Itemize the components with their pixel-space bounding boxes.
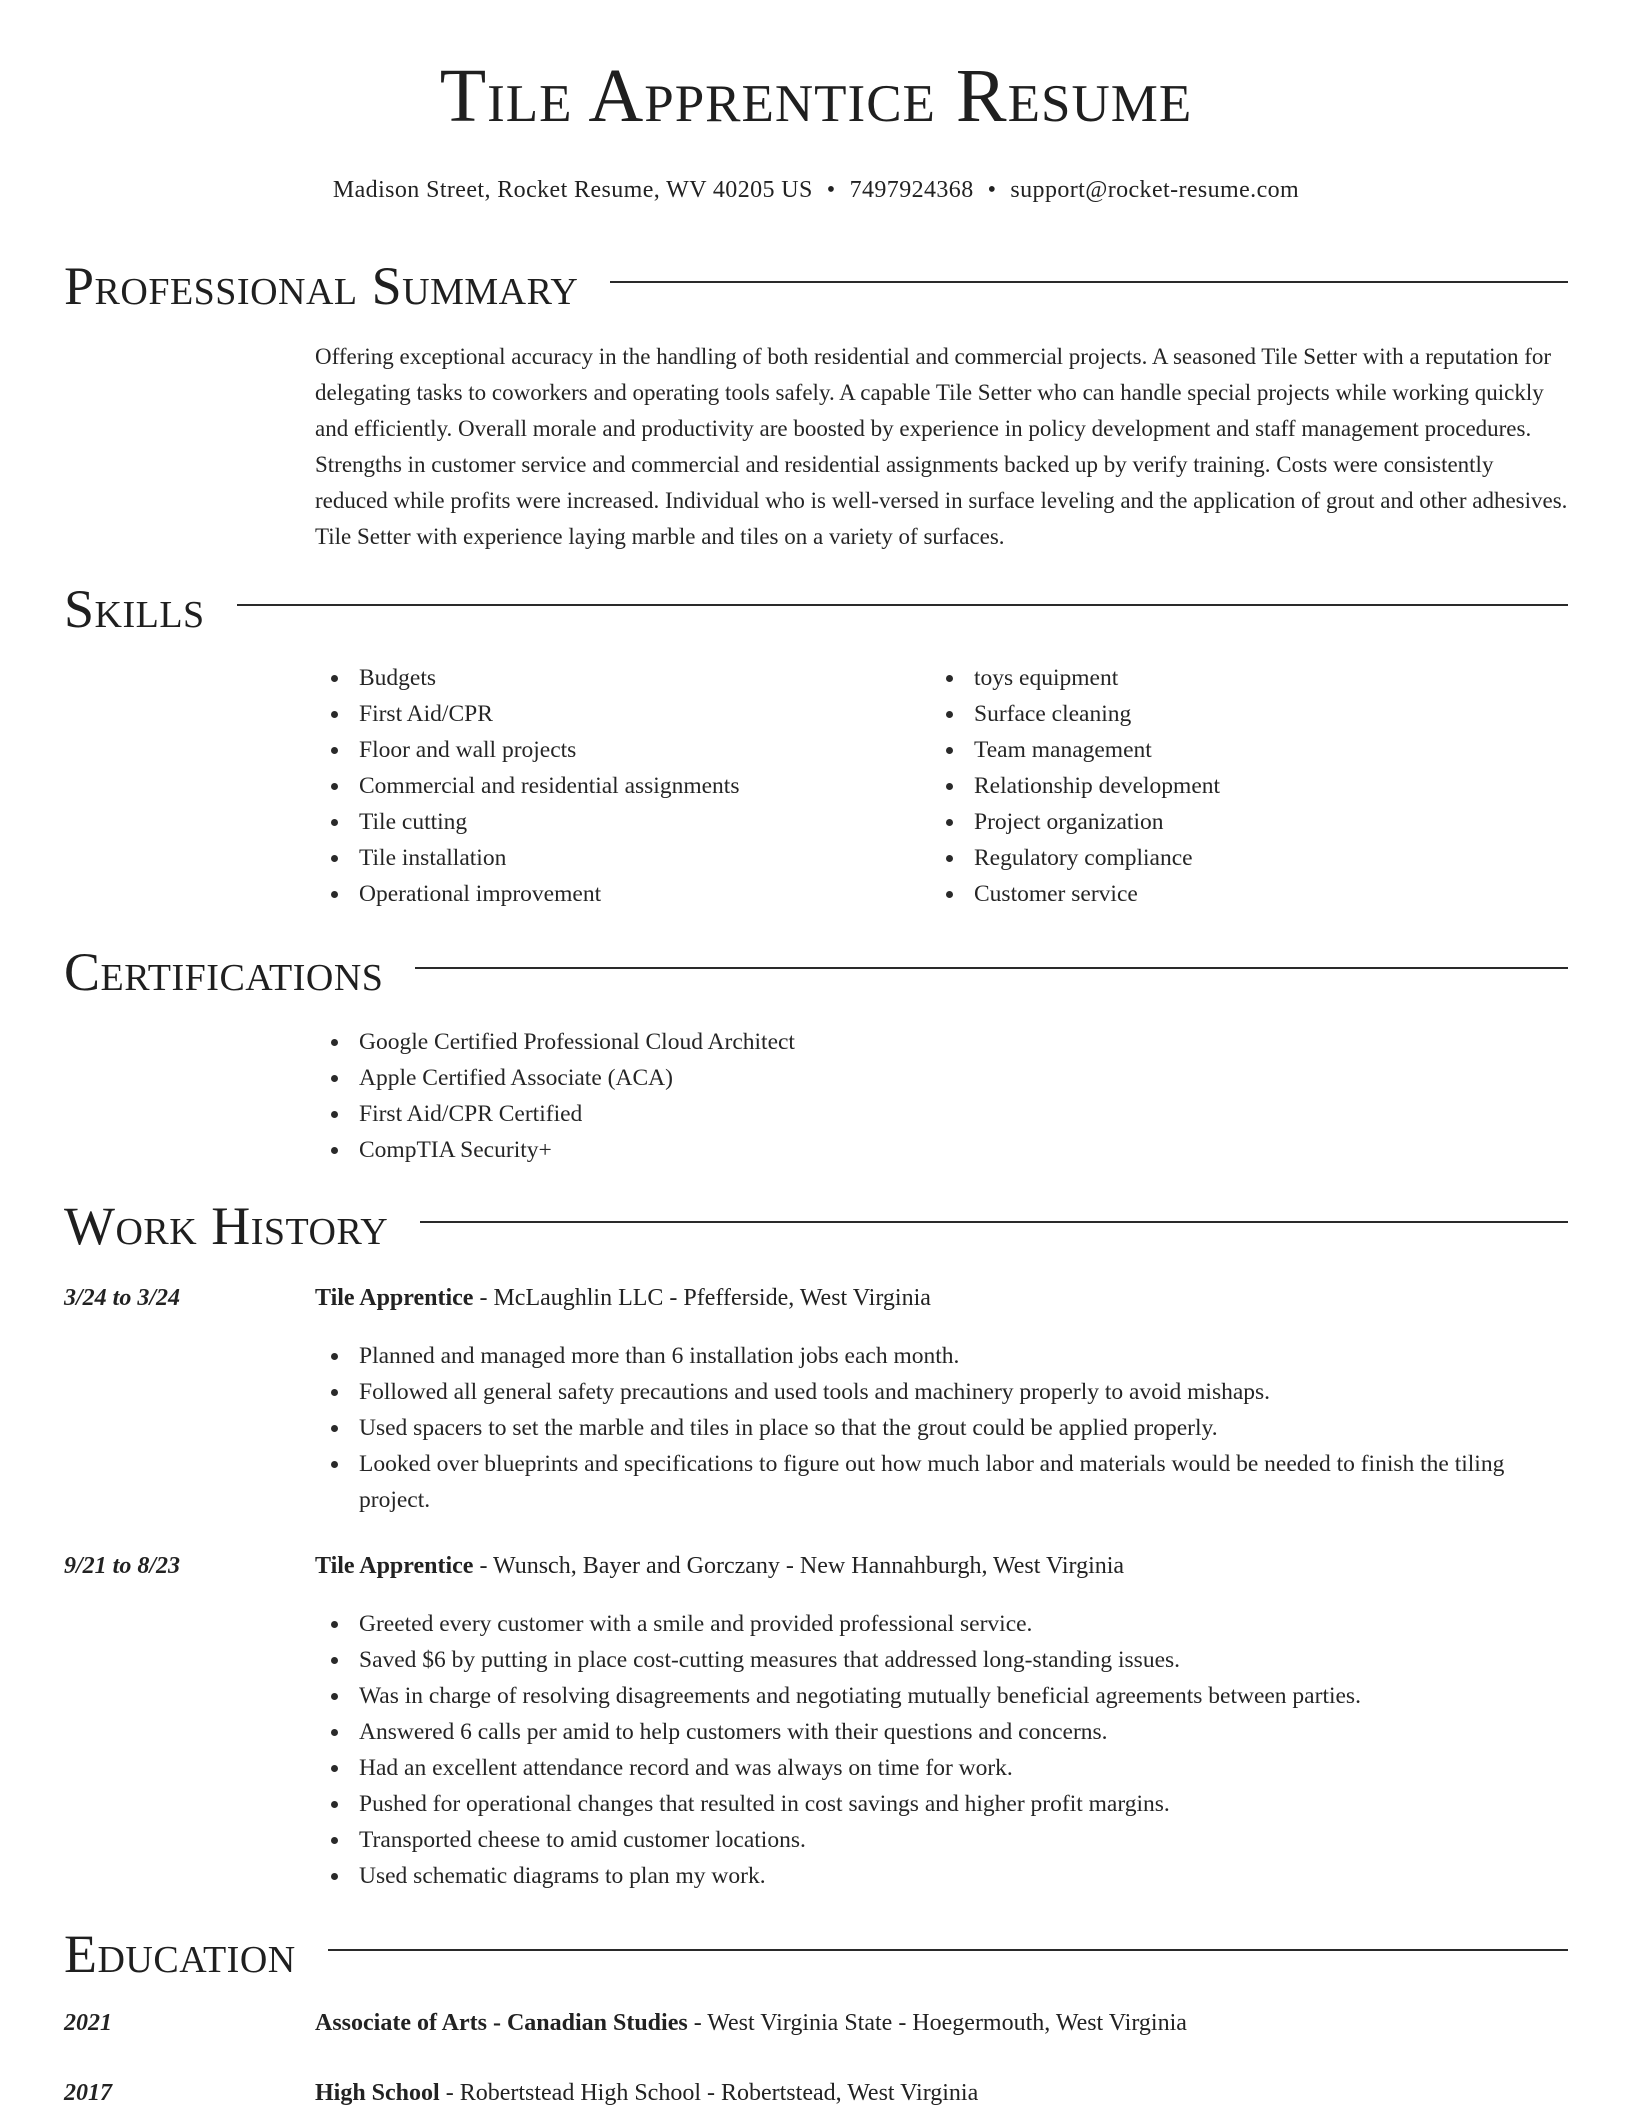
resume-title: Tile Apprentice Resume [439,54,1193,138]
skill-item: Team management [930,732,1530,768]
skill-item: Customer service [930,876,1530,912]
phone: 7497924368 [849,177,974,203]
separator-dot: • [826,177,836,203]
certification-item: CompTIA Security+ [315,1132,1570,1168]
job-bullet: Planned and managed more than 6 installation jobs each month. [315,1338,1570,1374]
job-bullet: Used schematic diagrams to plan my work. [315,1858,1570,1894]
job-bullets [315,1606,1570,1894]
section-title: Skills [64,579,205,639]
skills-list-left [315,660,915,912]
job-employer-location: - Wunsch, Bayer and Gorczany - New Hannahburgh, West Virginia [473,1553,1125,1579]
separator-dot: • [987,177,997,203]
skill-item: First Aid/CPR [315,696,915,732]
job-dates: 3/24 to 3/24 [64,1285,181,1311]
summary-text: Offering exceptional accuracy in the handling of both residential and commercial projects. A seasoned Tile Setter with a reputation for delegating tasks to coworkers and operating tools safely. A capable Tile Setter who can handle special projects while working quickly and efficiently. Overall morale and productivity are boosted by experience in policy development and staff management procedures. Strengths in customer service and commercial and residential assignments backed up by verify training. Costs were consistently reduced while profits were increased. Individual who is well-versed in surface leveling and the application of grout and other adhesives. Tile Setter with experience laying marble and tiles on a variety of surfaces. [315,344,1568,549]
skill-item: toys equipment [930,660,1530,696]
email: support@rocket-resume.com [1010,177,1300,203]
section-title: Work History [64,1196,389,1256]
job-dates: 9/21 to 8/23 [64,1553,181,1579]
skill-item: Surface cleaning [930,696,1530,732]
education-entry [315,2080,978,2107]
job-bullet: Used spacers to set the marble and tiles in place so that the grout could be applied properly. [315,1410,1570,1446]
certification-item: Google Certified Professional Cloud Architect [315,1024,1570,1060]
section-divider [237,604,1568,606]
job-bullet: Saved $6 by putting in place cost-cutting measures that addressed long-standing issues. [315,1642,1570,1678]
education-year: 2021 [64,2010,112,2036]
section-title: Certifications [64,942,384,1002]
section-title: Professional Summary [64,256,579,316]
job-employer-location: - McLaughlin LLC - Pfefferside, West Virginia [473,1285,931,1311]
education-entry [315,2010,1187,2037]
skill-item: Relationship development [930,768,1530,804]
certification-item: First Aid/CPR Certified [315,1096,1570,1132]
job-bullet: Answered 6 calls per amid to help customers with their questions and concerns. [315,1714,1570,1750]
job-heading [315,1285,931,1312]
education-section-heading [64,1922,1568,1986]
skill-item: Regulatory compliance [930,840,1530,876]
contact-line [0,177,1632,204]
job-title: Tile Apprentice [315,1285,474,1311]
skill-item: Tile installation [315,840,915,876]
certifications-section-heading [64,940,1568,1004]
education-year: 2017 [64,2080,112,2106]
job-bullet: Looked over blueprints and specifications to figure out how much labor and materials would be needed to finish the tiling project. [315,1446,1570,1518]
job-title: Tile Apprentice [315,1553,474,1579]
skill-item: Commercial and residential assignments [315,768,915,804]
education-degree: Associate of Arts - Canadian Studies [315,2010,688,2036]
job-bullet: Followed all general safety precautions and used tools and machinery properly to avoid mishaps. [315,1374,1570,1410]
education-school-location: - West Virginia State - Hoegermouth, West Virginia [687,2010,1187,2036]
skill-item: Floor and wall projects [315,732,915,768]
certifications-list [315,1024,1570,1168]
address: Madison Street, Rocket Resume, WV 40205 US [332,177,813,203]
job-bullet: Was in charge of resolving disagreements and negotiating mutually beneficial agreements between parties. [315,1678,1570,1714]
skill-item: Budgets [315,660,915,696]
skill-item: Project organization [930,804,1530,840]
job-heading [315,1553,1124,1580]
job-bullet: Transported cheese to amid customer locations. [315,1822,1570,1858]
job-bullet: Had an excellent attendance record and was always on time for work. [315,1750,1570,1786]
skills-list-right [930,660,1530,912]
certification-item: Apple Certified Associate (ACA) [315,1060,1570,1096]
education-school-location: - Robertstead High School - Robertstead, West Virginia [439,2080,979,2106]
skill-item: Tile cutting [315,804,915,840]
section-divider [328,1949,1568,1951]
skills-section-heading [64,577,1568,641]
job-bullet: Pushed for operational changes that resulted in cost savings and higher profit margins. [315,1786,1570,1822]
section-divider [415,967,1568,969]
work-history-section-heading [64,1194,1568,1258]
job-bullets [315,1338,1570,1518]
job-bullet: Greeted every customer with a smile and provided professional service. [315,1606,1570,1642]
summary-section-heading [64,254,1568,318]
section-divider [420,1221,1568,1223]
section-title: Education [64,1924,296,1984]
skill-item: Operational improvement [315,876,915,912]
education-degree: High School [315,2080,440,2106]
section-divider [610,281,1568,283]
